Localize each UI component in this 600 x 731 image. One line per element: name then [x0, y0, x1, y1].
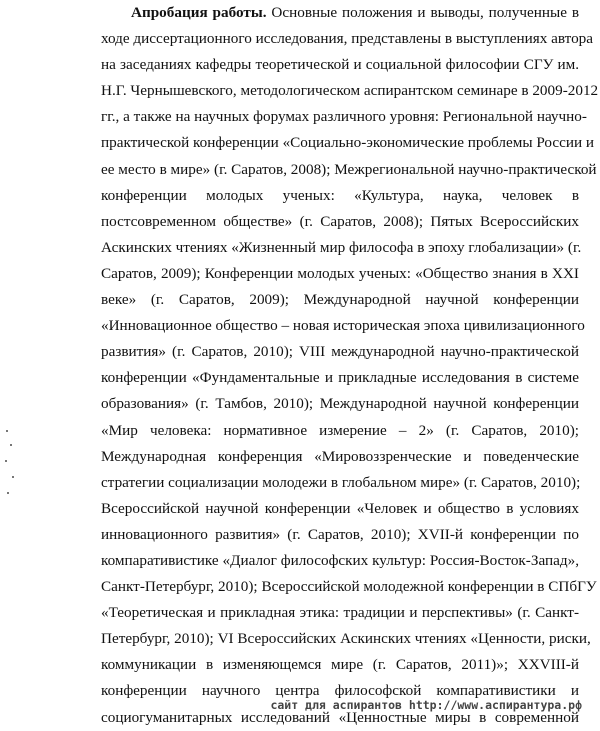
- text-line: конференции молодых ученых: «Культура, наука, человек в: [101, 186, 579, 204]
- text-line: компаративистике «Диалог философских культур: Россия-Восток-Запад»,: [101, 551, 579, 569]
- text-line: конференции научного центра философской компаративистики и: [101, 682, 579, 700]
- text-line: веке» (г. Саратов, 2009); Международной научной конференции: [101, 291, 579, 309]
- site-watermark: сайт для аспирантов http://www.аспирантура.рф: [270, 698, 582, 712]
- scan-speckles: [4, 430, 16, 510]
- text-line: Апробация работы. Основные положения и выводы, полученные в: [131, 4, 579, 21]
- text-line: Всероссийской научной конференции «Человек и общество в условиях: [101, 499, 579, 517]
- text-line: Аскинских чтениях «Жизненный мир философа в эпоху глобализации» (г.: [101, 238, 582, 256]
- text-line: «Инновационное общество – новая историческая эпоха цивилизационного: [101, 317, 585, 335]
- approbation-paragraph: [101, 0, 599, 731]
- text-line: «Теоретическая и прикладная этика: традиции и перспективы» (г. Санкт-: [101, 604, 579, 622]
- text-line: образования» (г. Тамбов, 2010); Международной научной конференции: [101, 395, 579, 413]
- text-line: практической конференции «Социально-экономические проблемы России и: [101, 134, 595, 152]
- text-line: коммуникации в изменяющемся мире (г. Саратов, 2011)»; XXVIII-й: [101, 656, 579, 674]
- paragraph-heading: Апробация работы.: [131, 4, 267, 21]
- text-line: конференции «Фундаментальные и прикладные исследования в системе: [101, 369, 579, 387]
- text-line: Международная конференция «Мировоззренческие и поведенческие: [101, 447, 579, 465]
- text-line: Санкт-Петербург, 2010); Всероссийской молодежной конференции в СПбГУ: [101, 578, 597, 596]
- text-line: инновационного развития» (г. Саратов, 2010); XVII-й конференции по: [101, 525, 579, 543]
- text-line: социогуманитарных исследований «Ценностные миры в современной: [101, 708, 579, 726]
- text-line: «Мир человека: нормативное измерение – 2» (г. Саратов, 2010);: [101, 421, 579, 439]
- text-line: ходе диссертационного исследования, представлены в выступлениях автора: [101, 30, 593, 48]
- text-line: гг., а также на научных форумах различного уровня: Региональной научно-: [101, 108, 587, 126]
- text-line: Петербург, 2010); VI Всероссийских Аскинских чтениях «Ценности, риски,: [101, 630, 591, 648]
- text-line: на заседаниях кафедры теоретической и социальной философии СГУ им.: [101, 56, 579, 74]
- text-line: Саратов, 2009); Конференции молодых ученых: «Общество знания в XXI: [101, 264, 579, 282]
- text-line: Н.Г. Чернышевского, методологическом аспирантском семинаре в 2009-2012: [101, 82, 599, 100]
- text-line: развития» (г. Саратов, 2010); VIII международной научно-практической: [101, 343, 579, 361]
- text-line: постсовременном обществе» (г. Саратов, 2008); Пятых Всероссийских: [101, 212, 579, 230]
- text-line: стратегии социализации молодежи в глобальном мире» (г. Саратов, 2010);: [101, 473, 581, 491]
- text-line: ее место в мире» (г. Саратов, 2008); Межрегиональной научно-практической: [101, 160, 597, 178]
